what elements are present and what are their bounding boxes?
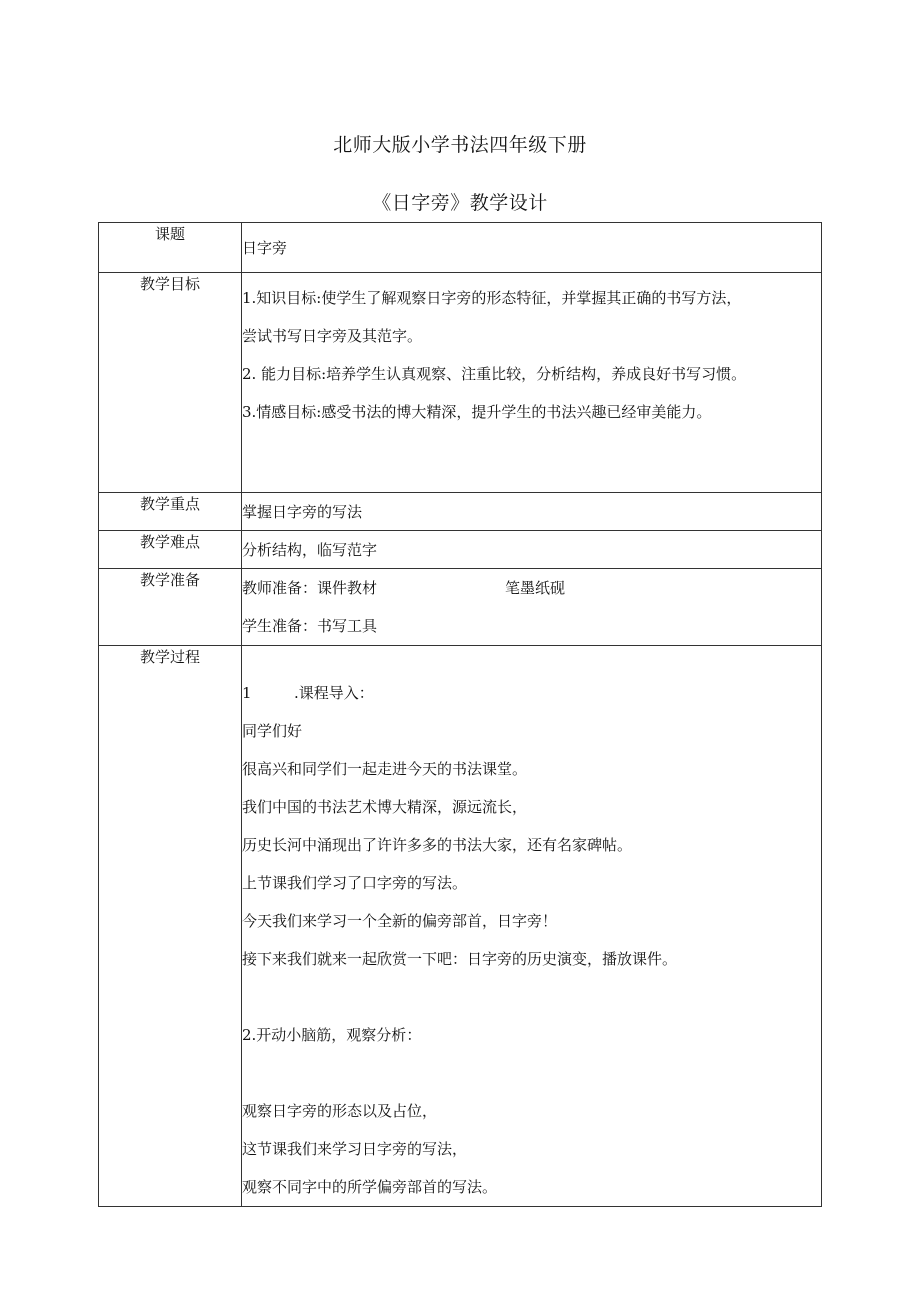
intro-line: 接下来我们就来一起欣赏一下吧：日字旁的历史演变，播放课件。 bbox=[242, 950, 678, 968]
intro-line: 很高兴和同学们一起走进今天的书法课堂。 bbox=[242, 760, 528, 778]
document-subtitle: 《日字旁》教学设计 bbox=[372, 192, 548, 214]
row-key-point bbox=[99, 493, 822, 531]
lesson-plan-table bbox=[98, 222, 822, 1207]
document-title: 北师大版小学书法四年级下册 bbox=[333, 134, 587, 156]
teacher-prep-extra: 笔墨纸砚 bbox=[505, 579, 566, 597]
row-objectives bbox=[99, 273, 822, 493]
teacher-prep-line bbox=[242, 569, 821, 607]
row-process bbox=[99, 646, 822, 1207]
student-prep: 学生准备：书写工具 bbox=[242, 617, 378, 635]
teacher-prep: 教师准备：课件教材 bbox=[242, 579, 378, 597]
difficulty-value: 分析结构，临写范字 bbox=[242, 531, 822, 569]
objectives-label: 教学目标 bbox=[99, 273, 242, 493]
objectives-value bbox=[242, 273, 822, 493]
observe-line: 观察日字旁的形态以及占位， bbox=[242, 1102, 438, 1120]
intro-line: 今天我们来学习一个全新的偏旁部首，日字旁！ bbox=[242, 912, 558, 930]
intro-line: 历史长河中涌现出了许许多多的书法大家，还有名家碑帖。 bbox=[242, 836, 633, 854]
step1-heading bbox=[242, 674, 821, 712]
difficulty-label: 教学难点 bbox=[99, 531, 242, 569]
objective-line: 1.知识目标:使学生了解观察日字旁的形态特征，并掌握其正确的书写方法， bbox=[242, 289, 742, 307]
intro-line: 我们中国的书法艺术博大精深，源远流长， bbox=[242, 798, 528, 816]
process-value bbox=[242, 646, 822, 1207]
objective-line: 3.情感目标:感受书法的博大精深，提升学生的书法兴趣已经审美能力。 bbox=[242, 403, 712, 421]
process-label: 教学过程 bbox=[99, 646, 242, 1207]
preparation-value bbox=[242, 569, 822, 646]
key-point-value: 掌握日字旁的写法 bbox=[242, 493, 822, 531]
intro-line: 同学们好 bbox=[242, 722, 303, 740]
objective-line: 尝试书写日字旁及其范字。 bbox=[242, 327, 423, 345]
key-point-label: 教学重点 bbox=[99, 493, 242, 531]
observe-line: 观察不同字中的所学偏旁部首的写法。 bbox=[242, 1178, 498, 1196]
topic-label: 课题 bbox=[99, 223, 242, 273]
topic-value: 日字旁 bbox=[242, 223, 822, 273]
step1-title: .课程导入： bbox=[294, 684, 374, 702]
objective-line: 2. 能力目标:培养学生认真观察、注重比较，分析结构，养成良好书写习惯。 bbox=[242, 365, 747, 383]
observe-line: 这节课我们来学习日字旁的写法， bbox=[242, 1140, 468, 1158]
step1-number: 1 bbox=[242, 684, 252, 702]
step2-title: 2.开动小脑筋，观察分析： bbox=[242, 1026, 422, 1044]
row-topic bbox=[99, 223, 822, 273]
intro-line: 上节课我们学习了口字旁的写法。 bbox=[242, 874, 468, 892]
row-preparation bbox=[99, 569, 822, 646]
row-difficulty bbox=[99, 531, 822, 569]
preparation-label: 教学准备 bbox=[99, 569, 242, 646]
